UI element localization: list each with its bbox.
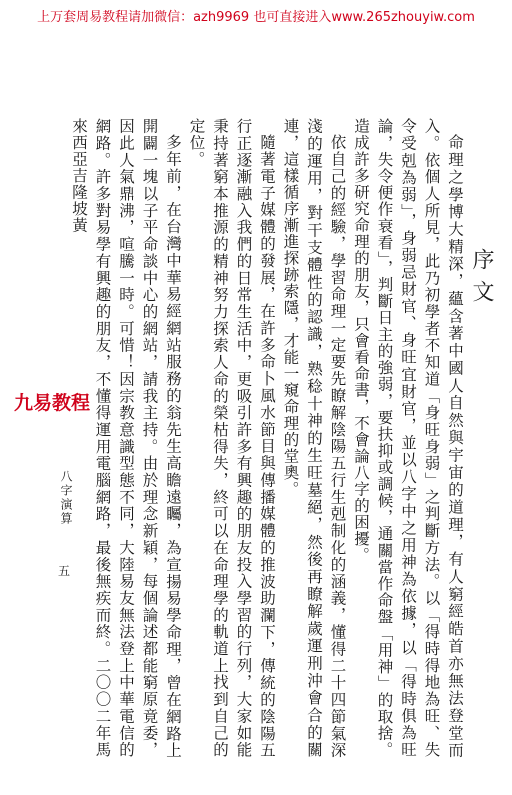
paragraph-1: 命理之學博大精深，蘊含著中國人自然與宇宙的道理，有人窮經皓首亦無法登堂而入。依個人所見，此乃初學者不知道「身旺身弱」之判斷方法。以「得時得地為旺、失令受剋為弱」，身弱忌財官、身旺宜財官，並以八字中之用神為依據，以「得時俱為旺論，失令便作衰看」，判斷日主的強弱，要扶抑或調候，通關當作命盤「用神」的取捨。造成許多研究命理的朋友，只會看命書，不會論八字的困擾。 <box>352 118 464 758</box>
watermark-logo: 九易教程 <box>14 392 91 414</box>
promo-banner: 上万套周易教程请加微信：azh9969 也可直接进入www.265zhouyiw.com <box>37 10 475 25</box>
paragraph-2: 依自己的經驗，學習命理一定要先瞭解陰陽五行生剋制化的涵義，懂得二十四節氣深淺的運用，對干支體性的認識，熟稔十神的生旺墓絕，然後再瞭解歲運刑沖會合的關連，這樣循序漸進探跡索隱，才能一窺命理的堂奧。 <box>281 118 347 758</box>
preface-body <box>70 118 466 758</box>
paragraph-3: 隨著電子媒體的發展，在許多命卜風水節目與傳播媒體的推波助瀾下，傳統的陰陽五行正逐漸融入我們的日常生活中，更吸引許多有興趣的朋友投入學習的行列，大家如能秉持著窮本推源的精神努力探索人命的榮枯得失，終可以在命理學的軌道上找到自己的定位。 <box>187 118 276 758</box>
page-number: 五 <box>58 564 71 578</box>
preface-title: 序文 <box>469 248 494 312</box>
running-title: 八字演算 <box>59 470 73 526</box>
paragraph-4: 多年前，在台灣中華易經網站服務的翁先生高瞻遠矚，為宣揚易學命理，曾在網路上開闢一塊以子平命談中心的網站，請我主持。由於理念新穎，每個論述都能窮原竟委，因此人氣鼎沸，喧騰一時。可惜！因宗教意識型態不同，大陸易友無法登上中華電信的網路。許多對易學有興趣的朋友，不懂得運用電腦網路，最後無疾而終。二〇〇二年馬來西亞吉隆坡黃 <box>70 118 182 758</box>
